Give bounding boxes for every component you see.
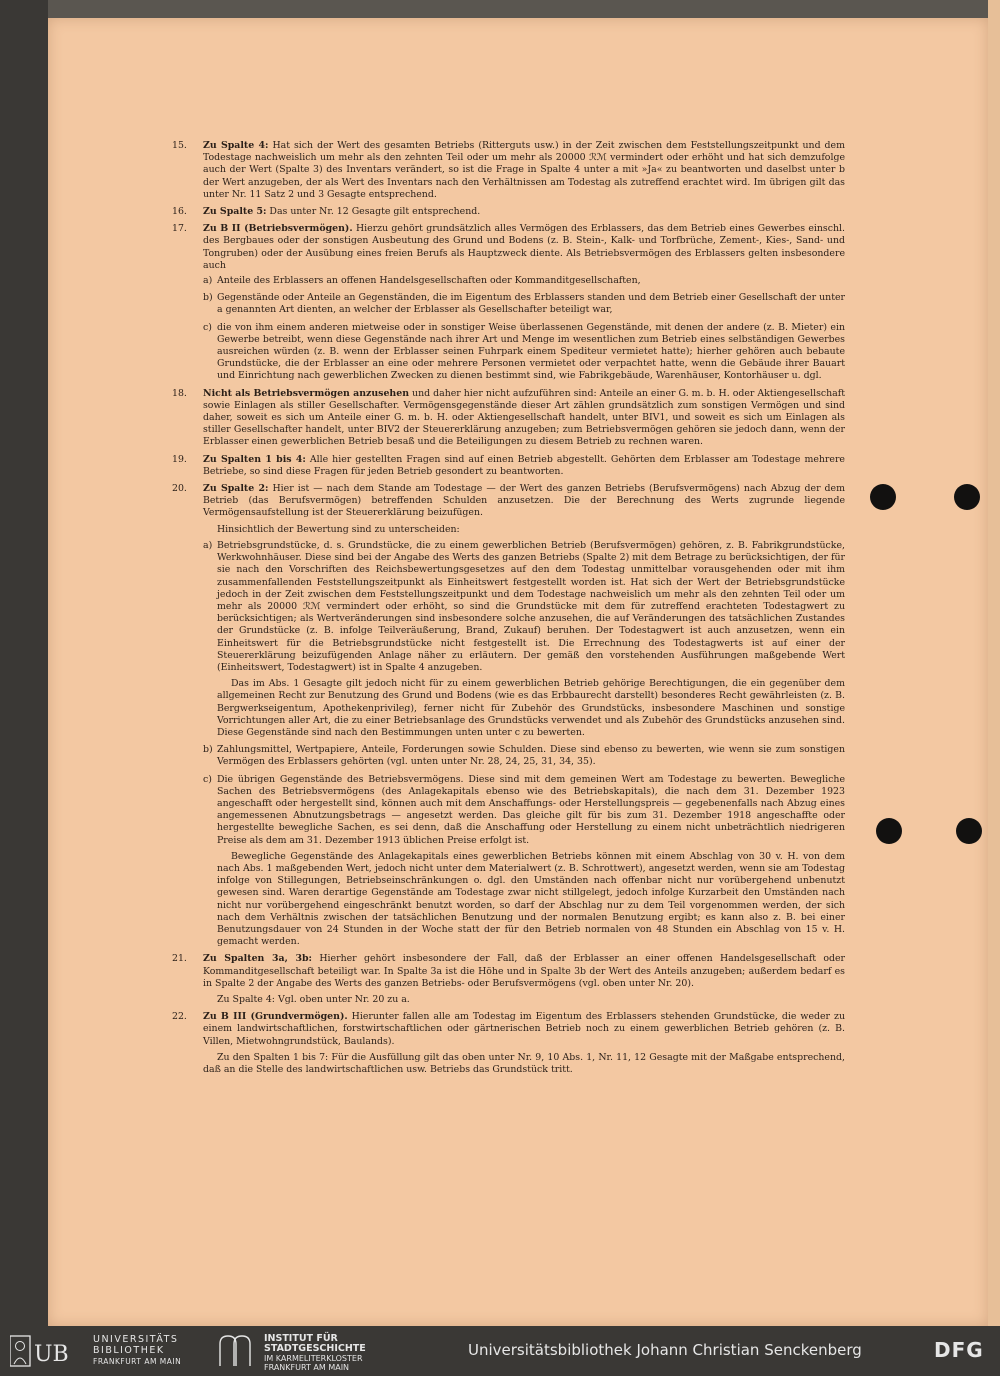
item-text: Anteile des Erblassers an offenen Handelsgesellschaften oder Kommanditgesellschaften, [217,275,641,287]
ub-wordmark [93,1334,181,1367]
punch-hole-icon [876,818,902,844]
item-label: a) [203,539,213,551]
note-22-extra: Zu den Spalten 1 bis 7: Für die Ausfüllung gilt das oben unter Nr. 9, 10 Abs. 1, Nr. 11, 12 Gesagte mit der Maßgabe entsprechend, daß an die Stelle des landwirtschaftlichen usw. Betriebs das Grundstück tritt. [203,1051,845,1076]
item-label: c) [203,321,212,333]
institute-logo-icon[interactable] [216,1334,254,1368]
note-19 [172,454,845,478]
punch-hole-icon [870,484,896,510]
item-label: a) [203,275,213,287]
note-number: 20. [172,483,187,495]
note-text: und daher hier nicht aufzuführen sind: Anteile an einer G. m. b. H. oder Aktiengesellschaft sowie Einlagen als stiller Gesellschafter. Vermögensgegenstände dieser Art zählen grundsätzlich zum sonstigen Vermögen und sind daher, soweit es sich um Anteile einer G. m. b. H. oder Aktiengesellschaft handelt, unter BIV1, und soweit es sich um Einlagen als stiller Gesellschafter handelt, unter BIV2 der Steuererklärung anzugeben; zum Betriebsvermögen gehören sie jedoch dann, wenn der Erblasser einen gewerblichen Betrieb besaß und die Beteiligungen zu diesem Betrieb zu rechnen waren. [203,387,846,448]
note-number: 18. [172,387,187,399]
item-label: b) [203,292,213,304]
note-20-item-c [203,774,845,949]
note-number: 16. [172,206,187,218]
note-number: 21. [172,953,187,965]
note-heading: Zu B II (Betriebsvermögen). [203,223,353,235]
note-number: 19. [172,453,187,465]
viewer-footer [0,1326,1000,1376]
item-label: b) [203,744,213,756]
note-heading: Zu Spalten 1 bis 4: [203,453,306,465]
note-heading: Zu Spalten 3a, 3b: [203,953,313,965]
dfg-logo[interactable]: DFG [934,1338,984,1362]
note-text: Alle hier gestellten Fragen sind auf einen Betrieb abgestellt. Gehörten dem Erblasser am Todestage mehrere Betriebe, so sind diese Fragen für jeden Betrieb gesondert zu beantworten. [203,453,845,477]
note-20-item-b [203,744,845,768]
note-text: Hat sich der Wert des gesamten Betriebs (Ritterguts usw.) in der Zeit zwischen dem Feststellungszeitpunkt und dem Todestage nachweislich um mehr als den zehnten Teil oder um mehr als 20000 ℛℳ vermindert oder erhöht und hat sich demzufolge auch der Wert (Spalte 3) des Inventars verändert, so ist die Frage in Spalte 4 unter a mit »Ja« zu beantworten und daselbst unter b der Wert anzugeben, der als Wert des Inventars nach den Verhältnissen am Todestag als zutreffend erachtet wird. Im übrigen gilt das unter Nr. 11 Satz 2 und 3 Gesagte entsprechend. [203,140,845,200]
item-text: Betriebsgrundstücke, d. s. Grundstücke, die zu einem gewerblichen Betrieb (Berufsvermögen) gehören, z. B. Fabrikgrundstücke, Werkwohnhäuser. Diese sind bei der Angabe des Werts des ganzen Betriebs (Spalte 2) mit dem Betrage zu berücksichtigen, der für sie nach den Vorschriften des Reichsbewertungsgesetzes auf den dem Todestag unmittelbar vorausgehenden oder mit ihm zusammenfallenden Feststellungszeitpunkt als Einheitswert festgestellt worden ist. Hat sich der Wert der Betriebsgrundstücke jedoch in der Zeit zwischen dem Feststellungszeitpunkt und dem Todestage nachweislich um mehr als den zehnten Teil oder um mehr als 20000 ℛℳ vermindert oder erhöht, so sind die Grundstücke mit dem für zutreffend erachteten Todestagwert zu berücksichtigen; als Wertveränderungen sind insbesondere solche anzusehen, die auf Veränderungen des tatsächlichen Zustandes der Grundstücke (z. B. infolge Teilveräußerung, Brand, Zukauf) beruhen. Der Todestagwert ist auch anzusetzen, wenn ein Einheitswert für die Betriebsgrundstücke nicht festgestellt ist. Die Errechnung des Todestagwerts ist auf einer der Steuererklärung beizufügenden Anlage näher zu erläutern. Der gemäß den vorstehenden Ausführungen maßgebende Wert (Einheitswert, Todestagwert) ist in Spalte 4 anzugeben. [217,539,845,673]
instructions-text [172,140,845,1081]
note-15 [172,140,845,201]
note-22 [172,1011,845,1076]
note-20-item-a [203,540,845,739]
note-number: 17. [172,223,187,235]
note-17-item-a [203,275,845,287]
punch-hole-icon [954,484,980,510]
item-paragraph: Das im Abs. 1 Gesagte gilt jedoch nicht für zu einem gewerblichen Betrieb gehörige Berechtigungen, die ein gegenüber dem allgemeinen Recht zur Benutzung des Grund und Bodens (wie es das Erbbaurecht darstellt) besonderes Recht gewährleisten (z. B. Bergwerkseigentum, Apothekenprivileg), ferner nicht für Zubehör des Grundstücks, insbesondere Maschinen und sonstige Vorrichtungen aller Art, die zu einer Betriebsanlage des Grundstücks verwendet und als Zubehör des Grundstücks anzusehen sind. Diese Gegenstände sind nach den Bestimmungen unten unter c zu bewerten. [217,678,845,738]
note-21-extra: Zu Spalte 4: Vgl. oben unter Nr. 20 zu a. [217,994,410,1005]
institute-line: FRANKFURT AM MAIN [264,1363,350,1372]
note-text: Hierzu gehört grundsätzlich alles Vermögen des Erblassers, das dem Betrieb eines Gewerbes einschl. des Bergbaues oder der sonstigen Ausbeutung des Grund und Bodens (z. B. Stein-, Kalk- und Torfbrüche, Zement-, Kies-, Sand- und Tongruben) oder der Ausübung eines freien Berufs als Hauptzweck diente. Als Betriebsvermögen des Erblassers gelten insbesondere auch [203,223,845,271]
item-text: Die übrigen Gegenstände des Betriebsvermögens. Diese sind mit dem gemeinen Wert am Todestage zu bewerten. Bewegliche Sachen des Betriebsvermögens (des Anlagekapitals ebenso wie des Betriebskapitals), die nach dem 31. Dezember 1923 angeschafft oder hergestellt sind, können auch mit dem Anschaffungs- oder Herstellungspreis — gegebenenfalls nach Abzug eines angemessenen Abnutzungsbetrags — angesetzt werden. Das gleiche gilt für bis zum 31. Dezember 1918 angeschaffte oder hergestellte bewegliche Sachen, es sei denn, daß die Anschaffung oder Herstellung zu einem nicht unbeträchtlich niedrigeren Preise als dem am 31. Dezember 1913 üblichen Preise erfolgt ist. [217,773,845,846]
ub-line: UNIVERSITÄTS [93,1334,179,1345]
item-text: Zahlungsmittel, Wertpapiere, Anteile, Forderungen sowie Schulden. Diese sind ebenso zu bewerten, wie wenn sie zum sonstigen Vermögen des Erblassers gehörten (vgl. unten unter Nr. 28, 24, 25, 31, 34, 35). [217,744,845,768]
item-text: Gegenstände oder Anteile an Gegenständen, die im Eigentum des Erblassers standen und dem Betrieb einer Gesellschaft der unter a genannten Art dienten, an welcher der Erblasser als Gesellschafter beteiligt war, [217,292,845,316]
ub-line: FRANKFURT AM MAIN [93,1357,182,1366]
note-18 [172,388,845,449]
note-17 [172,223,845,382]
note-heading: Nicht als Betriebsvermögen anzusehen [203,387,410,399]
item-text: die von ihm einem anderen mietweise oder in sonstiger Weise überlassenen Gegenstände, mit denen der andere (z. B. Mieter) ein Gewerbe betreibt, wenn diese Gegenstände nach ihrer Art und Menge im wesentlichen zum Betrieb eines selbständigen Gewerbes ausreichen würden (z. B. wenn der Erblasser seinen Fuhrpark einem Spediteur vermietet hatte); hierher gehören auch bebaute Grundstücke, die der Erblasser an eine oder mehrere Personen vermietet oder verpachtet hatte, wenn die Gebäude ihrer Bauart und Einrichtung nach gewerblichen Zwecken zu dienen bestimmt sind, wie Fabrikgebäude, Warenhäuser, Kontorhäuser u. dgl. [217,321,845,382]
ub-mark: UB [34,1342,69,1367]
library-name-link[interactable]: Universitätsbibliothek Johann Christian Senckenberg [468,1341,862,1359]
next-page-edge [988,0,1000,1326]
ub-line: BIBLIOTHEK [93,1345,165,1356]
note-text: Hierunter fallen alle am Todestag im Eigentum des Erblassers stehenden Grundstücke, die weder zu einem landwirtschaftlichen, forstwirtschaftlichen oder gärtnerischen Betrieb noch zu einem gewerblichen Betrieb gehören (z. B. Villen, Mietwohngrundstück, Baulands). [203,1011,845,1047]
item-label: c) [203,773,212,785]
note-20 [172,483,845,948]
institute-line: STADTGESCHICHTE [264,1343,366,1354]
note-17-item-c [203,322,845,383]
note-number: 22. [172,1011,187,1023]
institute-wordmark [264,1334,366,1372]
note-17-item-b [203,292,845,316]
note-16 [172,206,845,218]
note-heading: Zu Spalte 5: [203,206,267,218]
note-20-intro: Hinsichtlich der Bewertung sind zu unterscheiden: [217,523,460,535]
item-paragraph: Bewegliche Gegenstände des Anlagekapitals eines gewerblichen Betriebs können mit einem Abschlag von 30 v. H. von dem nach Abs. 1 maßgebenden Wert, jedoch nicht unter dem Materialwert (z. B. Schrottwert), angesetzt werden, wenn sie am Todestag infolge von Stillegungen, Betriebseinschränkungen o. dgl. den Umständen nach offenbar nicht nur vorübergehend unbenutzt gewesen sind. Waren derartige Gegenstände am Todestage zwar nicht stillgelegt, jedoch infolge Kurzarbeit den Umständen nach nicht nur vorübergehend eingeschränkt benutzt worden, so darf der Abschlag nur zu dem Teil vorgenommen werden, der sich nach dem Verhältnis zwischen der tatsächlichen Benutzung und der normalen Benutzung ergibt; es kann also z. B. bei einer Benutzungsdauer von 24 Stunden in der Woche statt der für den Betrieb normalen von 48 Stunden ein Abschlag von 15 v. H. gemacht werden. [217,850,845,948]
note-text: Hier ist — nach dem Stande am Todestage — der Wert des ganzen Betriebs (Berufsvermögens) nach Abzug der dem Betrieb (das Berufsvermögen) betreffenden Schulden anzusetzen. Die der Berechnung des Werts zugrunde liegende Vermögensaufstellung ist der Steuererklärung beizufügen. [203,483,845,519]
punch-hole-icon [956,818,982,844]
institute-line: IM KARMELITERKLOSTER [264,1354,363,1363]
institute-line: INSTITUT FÜR [264,1333,338,1344]
note-heading: Zu B III (Grundvermögen). [203,1011,348,1023]
paper-top-edge [48,0,988,18]
note-heading: Zu Spalte 4: [203,140,269,151]
note-heading: Zu Spalte 2: [203,483,269,495]
ub-logo-icon[interactable] [10,1335,90,1367]
note-text: Das unter Nr. 12 Gesagte gilt entsprechend. [269,206,481,218]
note-number: 15. [172,140,187,151]
note-21 [172,953,845,1006]
note-text: Hierher gehört insbesondere der Fall, daß der Erblasser an einer offenen Handelsgesellschaft oder Kommanditgesellschaft beteiligt war. In Spalte 3a ist die Höhe und in Spalte 3b der Wert des Anteils anzugeben; außerdem bedarf es in Spalte 2 der Angabe des Werts des ganzen Betriebs- oder Berufsvermögens (vgl. oben unter Nr. 20). [203,953,845,989]
